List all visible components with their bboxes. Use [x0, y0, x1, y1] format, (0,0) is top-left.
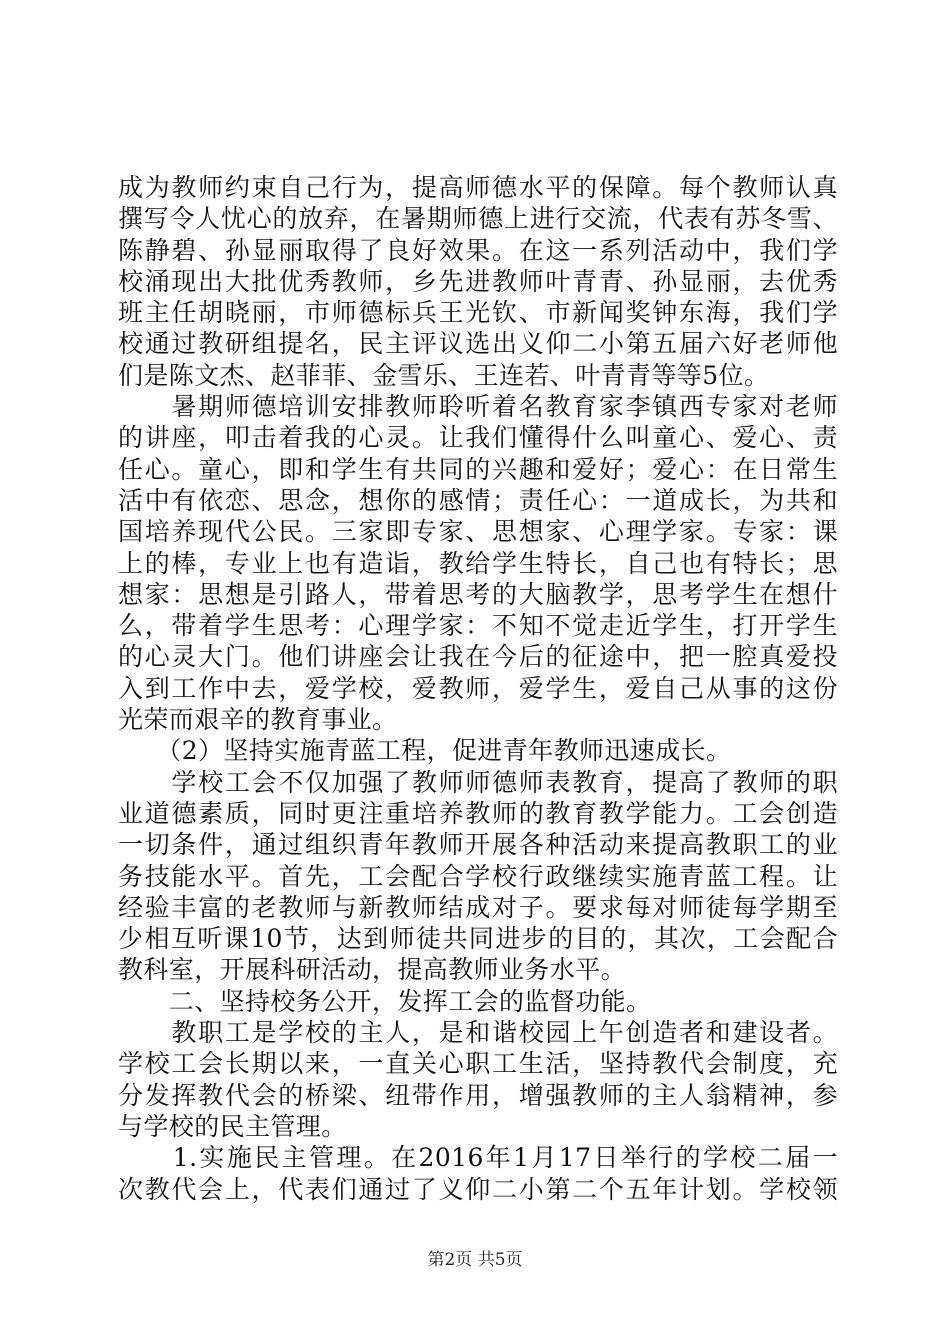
text-line: 教职工是学校的主人，是和谐校园上午创造者和建设者。: [118, 1018, 838, 1048]
text-line: 分发挥教代会的桥梁、纽带作用，增强教师的主人翁精神，参: [118, 1080, 838, 1110]
text-line: 校涌现出大批优秀教师，乡先进教师叶青青、孙显丽，去优秀: [118, 266, 838, 296]
text-line: 国培养现代公民。三家即专家、思想家、心理学家。专家：课: [118, 517, 838, 547]
text-line: 经验丰富的老教师与新教师结成对子。要求每对师徒每学期至: [118, 892, 838, 922]
text-line: 学校工会不仅加强了教师师德师表教育，提高了教师的职: [118, 767, 838, 797]
text-line: 陈静碧、孙显丽取得了良好效果。在这一系列活动中，我们学: [118, 235, 838, 265]
text-line: 上的棒，专业上也有造诣，教给学生特长，自己也有特长；思: [118, 548, 838, 578]
text-line: 的讲座，叩击着我的心灵。让我们懂得什么叫童心、爱心、责: [118, 423, 838, 453]
text-line: 二、坚持校务公开，发挥工会的监督功能。: [118, 986, 652, 1016]
text-line: （2）坚持实施青蓝工程，促进青年教师迅速成长。: [118, 736, 732, 766]
text-line: 撰写令人忧心的放弃，在暑期师德上进行交流，代表有苏冬雪、: [118, 204, 838, 234]
text-line: 学校工会长期以来，一直关心职工生活，坚持教代会制度，充: [118, 1049, 838, 1079]
text-line: 少相互听课10节，达到师徒共同进步的目的，其次，工会配合: [118, 924, 838, 954]
text-line: 一切条件，通过组织青年教师开展各种活动来提高教职工的业: [118, 830, 838, 860]
text-line: 次教代会上，代表们通过了义仰二小第二个五年计划。学校领: [118, 1174, 838, 1204]
text-line: 入到工作中去，爱学校，爱教师，爱学生，爱自己从事的这份: [118, 673, 838, 703]
text-line: 班主任胡晓丽，市师德标兵王光钦、市新闻奖钟东海，我们学: [118, 298, 838, 328]
text-line: 业道德素质，同时更注重培养教师的教育教学能力。工会创造: [118, 798, 838, 828]
text-line: 活中有依恋、思念，想你的感情；责任心：一道成长，为共和: [118, 485, 838, 515]
text-line: 与学校的民主管理。: [118, 1111, 347, 1141]
page-footer: 第2页 共5页: [427, 1250, 523, 1270]
text-line: 任心。童心，即和学生有共同的兴趣和爱好；爱心：在日常生: [118, 454, 838, 484]
text-line: 校通过教研组提名，民主评议选出义仰二小第五届六好老师他: [118, 329, 838, 359]
text-line: 想家：思想是引路人，带着思考的大脑教学，思考学生在想什: [118, 579, 838, 609]
text-line: 教科室，开展科研活动，提高教师业务水平。: [118, 955, 627, 985]
text-line: 们是陈文杰、赵菲菲、金雪乐、王连若、叶青青等等5位。: [118, 360, 770, 390]
text-line: 务技能水平。首先，工会配合学校行政继续实施青蓝工程。让: [118, 861, 838, 891]
text-line: 成为教师约束自己行为，提高师德水平的保障。每个教师认真: [118, 173, 838, 202]
text-line: 1.实施民主管理。在2016年1月17日举行的学校二届一: [118, 1143, 838, 1173]
document-body: [118, 172, 838, 1205]
text-line: 暑期师德培训安排教师聆听着名教育家李镇西专家对老师: [118, 392, 838, 422]
text-line: 么，带着学生思考：心理学家：不知不觉走近学生，打开学生: [118, 611, 838, 641]
text-line: 的心灵大门。他们讲座会让我在今后的征途中，把一腔真爱投: [118, 642, 838, 672]
text-line: 光荣而艰辛的教育事业。: [118, 705, 398, 735]
